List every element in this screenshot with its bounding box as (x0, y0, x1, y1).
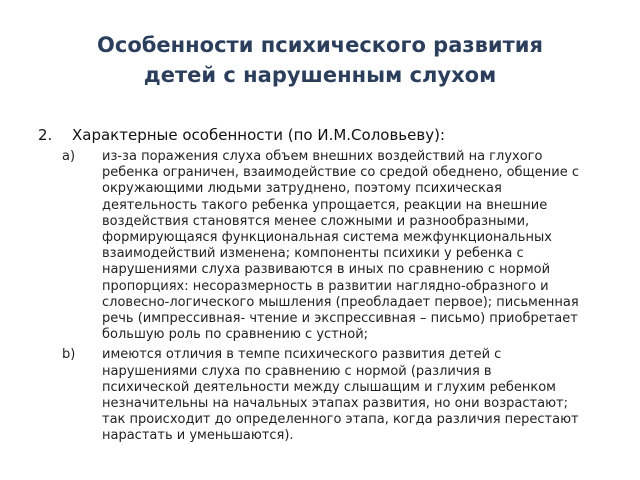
list-marker-b: b) (62, 347, 76, 363)
text-line: большую роль по сравнению с устной; (102, 327, 369, 343)
text-line: незначительны на начальных этапах развития, но они возрастают; (102, 396, 568, 412)
list-item (38, 149, 628, 343)
text-line: психической деятельности между слышащим и глухим ребенком (102, 379, 556, 395)
text-line: из-за поражения слуха объем внешних воздействий на глухого (102, 149, 543, 164)
title-line-2: детей с нарушенным слухом (143, 63, 497, 87)
text-line: взаимодействий изменена; компоненты психики у ребенка с (102, 246, 524, 262)
text-line: имеются отличия в темпе психического развития детей с (102, 347, 502, 363)
section-number: 2. (38, 126, 53, 144)
slide-title (40, 30, 600, 90)
list-item-text (102, 347, 628, 444)
text-line: деятельность такого ребенка упрощается, реакции на внешние (102, 197, 548, 213)
text-line: формирующаяся функциональная система межфункциональных (102, 230, 552, 246)
text-line: окружающими людьми затруднено, поэтому психическая (102, 181, 502, 197)
list-item (38, 347, 628, 444)
text-line: нарушениями слуха развиваются в иных по сравнению с нормой (102, 262, 551, 278)
text-line: ребенка ограничен, взаимодействие со средой обеднено, общение с (102, 165, 580, 181)
slide-content (38, 126, 628, 449)
title-line-1: Особенности психического развития (97, 33, 543, 57)
text-line: речь (импрессивная- чтение и экспрессивная – письмо) приобретает (102, 311, 578, 327)
text-line: пропорциях: несоразмерность в развитии наглядно-образного и (102, 278, 549, 294)
section-heading (38, 126, 628, 145)
text-line: нарастать и уменьшаются). (102, 428, 294, 444)
list-marker-a: a) (62, 149, 76, 164)
text-line: воздействия становятся менее сложными и разнообразными, (102, 213, 530, 229)
text-line: словесно-логического мышления (преобладает первое); письменная (102, 294, 579, 310)
text-line: так происходит до определенного этапа, когда различия перестают (102, 412, 579, 428)
list-item-text (102, 149, 628, 343)
sub-items (38, 149, 628, 445)
text-line: нарушениями слуха по сравнению с нормой (различия в (102, 363, 492, 379)
section-heading-text: Характерные особенности (по И.М.Соловьеву): (72, 126, 446, 144)
